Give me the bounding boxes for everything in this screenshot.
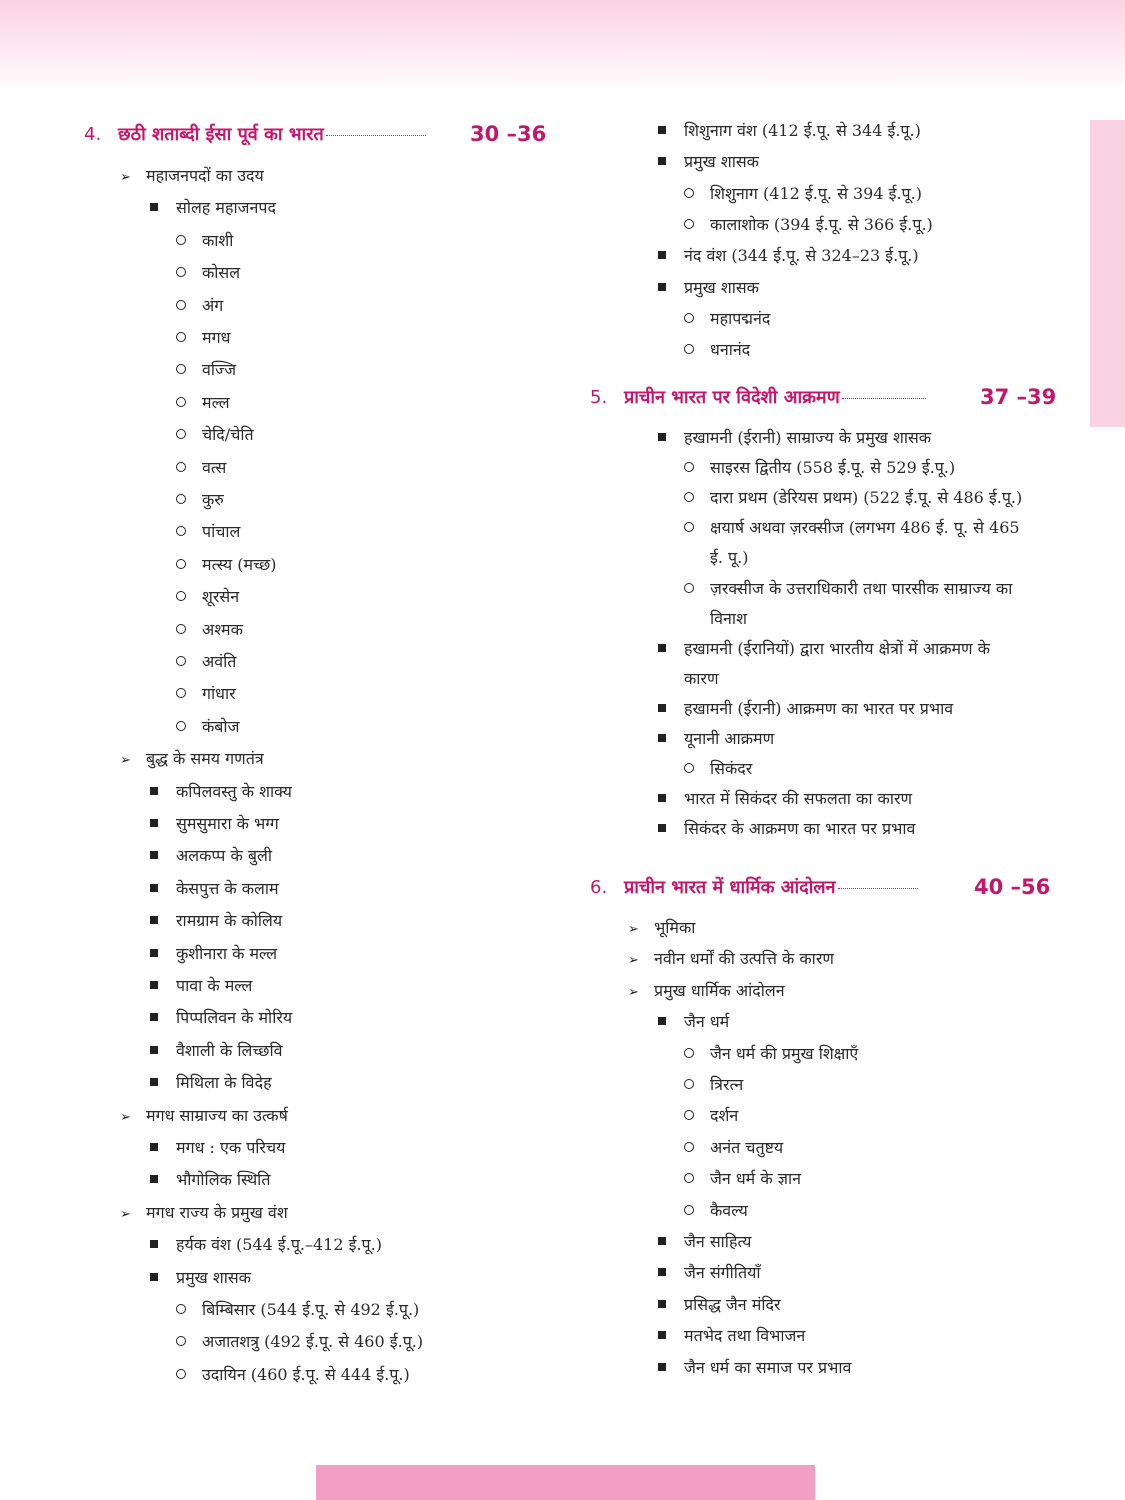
square-bullet-icon (658, 1357, 684, 1379)
toc-item (684, 214, 933, 236)
square-bullet-icon (658, 1262, 684, 1284)
toc-item-text: प्रमुख धार्मिक आंदोलन (654, 980, 785, 1000)
toc-item (684, 339, 750, 361)
toc-item-text: जैन धर्म के ज्ञान (710, 1169, 801, 1189)
chapter-heading (84, 122, 547, 148)
circle-bullet-icon (684, 339, 710, 361)
side-tab-marker (1090, 120, 1125, 427)
toc-item (176, 457, 226, 479)
circle-bullet-icon (684, 1043, 710, 1065)
toc-item-text: चेदि/चेति (202, 425, 254, 445)
square-bullet-icon (150, 1137, 176, 1159)
toc-item-text: कपिलवस्तु के शाक्य (176, 781, 292, 801)
circle-bullet-icon (176, 554, 202, 576)
toc-item (150, 1072, 272, 1094)
arrow-bullet-icon: ➢ (120, 1109, 131, 1125)
toc-item (150, 1169, 270, 1191)
toc-item (150, 1267, 251, 1289)
circle-bullet-icon (176, 295, 202, 317)
toc-item (150, 975, 252, 997)
square-bullet-icon (658, 277, 684, 299)
toc-item (658, 788, 912, 810)
toc-item (176, 683, 236, 705)
circle-bullet-icon (684, 487, 710, 509)
toc-item-text: अजातशत्रु (492 ई.पू. से 460 ई.पू.) (202, 1332, 424, 1352)
toc-item-text: प्रमुख शासक (684, 152, 759, 172)
toc-item-text: ज़रक्सीज के उत्तराधिकारी तथा पारसीक साम्राज्य का (710, 578, 1013, 598)
square-bullet-icon (150, 781, 176, 803)
toc-item (684, 308, 770, 330)
chapter-title: प्राचीन भारत में धार्मिक आंदोलन (624, 877, 836, 898)
header-band (0, 0, 1125, 92)
square-bullet-icon (150, 1169, 176, 1191)
toc-item-text: कालाशोक (394 ई.पू. से 366 ई.पू.) (710, 214, 933, 234)
toc-item-text: हखामनी (ईरानी) साम्राज्य के प्रमुख शासक (684, 428, 932, 447)
circle-bullet-icon (176, 327, 202, 349)
toc-item (658, 1011, 729, 1033)
toc-item (176, 262, 240, 284)
toc-item-text: उदायिन (460 ई.पू. से 444 ई.पू.) (202, 1364, 410, 1384)
toc-item (684, 1168, 801, 1190)
toc-item-text: मत्स्य (मच्छ) (202, 554, 277, 574)
toc-item (176, 521, 240, 543)
toc-item (176, 489, 224, 511)
toc-item (150, 845, 272, 867)
toc-item (658, 120, 921, 142)
toc-item (176, 1299, 419, 1321)
toc-item (658, 728, 774, 750)
arrow-bullet-icon: ➢ (120, 753, 131, 769)
toc-item-text: अनंत चतुष्टय (710, 1137, 784, 1157)
toc-item-text: पिप्पलिवन के मोरिय (176, 1008, 293, 1028)
circle-bullet-icon (176, 586, 202, 608)
toc-item-text: कुशीनारा के मल्ल (176, 943, 278, 963)
toc-item-text: सोलह महाजनपद (176, 198, 276, 218)
toc-item-text: कैवल्य (710, 1200, 748, 1220)
toc-item-text: अश्मक (202, 619, 243, 639)
toc-item (710, 608, 747, 630)
toc-item-text: भारत में सिकंदर की सफलता का कारण (684, 789, 913, 809)
toc-item-text: अलकप्प के बुली (176, 846, 272, 866)
toc-item-text: साइरस द्वितीय (558 ई.पू. से 529 ई.पू.) (710, 458, 956, 478)
toc-item (150, 781, 292, 803)
toc-item-text: यूनानी आक्रमण (684, 729, 775, 748)
toc-item (120, 1202, 288, 1226)
toc-item-text: मिथिला के विदेह (176, 1073, 272, 1093)
leader-dots (838, 888, 918, 889)
square-bullet-icon (150, 975, 176, 997)
square-bullet-icon (150, 813, 176, 835)
toc-item-text: जैन धर्म (684, 1012, 730, 1032)
toc-item-text: अंग (202, 295, 224, 315)
square-bullet-icon (150, 1072, 176, 1094)
toc-item-text: हखामनी (ईरानियों) द्वारा भारतीय क्षेत्रों में आक्रमण के (684, 638, 990, 658)
leader-dots (842, 398, 926, 399)
toc-item (658, 1262, 761, 1284)
circle-bullet-icon (176, 489, 202, 511)
toc-item (658, 277, 759, 299)
circle-bullet-icon (176, 651, 202, 673)
circle-bullet-icon (176, 683, 202, 705)
circle-bullet-icon (176, 1364, 202, 1386)
toc-item (120, 165, 264, 189)
circle-bullet-icon (176, 262, 202, 284)
toc-item (176, 1364, 410, 1386)
chapter-number: 5. (590, 387, 608, 408)
toc-item (684, 1074, 743, 1096)
arrow-bullet-icon: ➢ (120, 1206, 131, 1222)
arrow-bullet-icon: ➢ (120, 170, 131, 185)
circle-bullet-icon (684, 578, 710, 600)
toc-item-text: जैन साहित्य (684, 1232, 752, 1251)
toc-item-text: प्रमुख शासक (176, 1267, 251, 1287)
square-bullet-icon (658, 638, 684, 660)
toc-item (150, 1137, 285, 1159)
circle-bullet-icon (684, 517, 710, 539)
toc-item-text: सिकंदर के आक्रमण का भारत पर प्रभाव (684, 819, 916, 839)
toc-item-text: शिशुनाग (412 ई.पू. से 394 ई.पू.) (710, 183, 922, 203)
circle-bullet-icon (684, 457, 710, 479)
toc-item (658, 245, 919, 267)
chapter-heading (590, 875, 1051, 901)
toc-item-text: मतभेद तथा विभाजन (684, 1326, 806, 1346)
leader-dots (326, 135, 426, 136)
toc-item-text: नवीन धर्मों की उत्पत्ति के कारण (654, 949, 834, 969)
square-bullet-icon (658, 1231, 684, 1253)
toc-item (150, 813, 279, 835)
toc-item-text: केसपुत्त के कलाम (176, 878, 279, 898)
toc-item-text: वत्स (202, 457, 227, 477)
toc-item-text: मल्ल (202, 392, 230, 412)
toc-item-text: भौगोलिक स्थिति (176, 1170, 271, 1190)
chapter-number: 4. (84, 124, 102, 145)
toc-item (176, 554, 276, 576)
toc-item (150, 197, 276, 219)
toc-item (684, 517, 1020, 539)
toc-item-text: रामग्राम के कोलिय (176, 911, 283, 931)
circle-bullet-icon (684, 308, 710, 330)
circle-bullet-icon (684, 758, 710, 780)
toc-item (684, 578, 1012, 600)
circle-bullet-icon (176, 716, 202, 738)
square-bullet-icon (150, 910, 176, 932)
toc-item (658, 1294, 781, 1316)
toc-item-text: प्रसिद्ध जैन मंदिर (684, 1294, 781, 1314)
toc-item-text: हर्यक वंश (544 ई.पू.–412 ई.पू.) (176, 1235, 382, 1255)
toc-item (176, 651, 236, 673)
square-bullet-icon (150, 1007, 176, 1029)
square-bullet-icon (150, 1234, 176, 1256)
toc-item (150, 1040, 283, 1062)
square-bullet-icon (658, 1294, 684, 1316)
toc-item (120, 1105, 288, 1129)
square-bullet-icon (658, 818, 684, 840)
toc-item (628, 948, 834, 972)
toc-item-text: वज्जि (202, 360, 237, 380)
square-bullet-icon (150, 943, 176, 965)
toc-item-text: हखामनी (ईरानी) आक्रमण का भारत पर प्रभाव (684, 698, 954, 718)
square-bullet-icon (658, 698, 684, 720)
toc-item (684, 668, 719, 690)
circle-bullet-icon (176, 359, 202, 381)
chapter-heading (590, 385, 1057, 411)
toc-item (176, 424, 254, 446)
square-bullet-icon (658, 120, 684, 142)
toc-item (120, 748, 264, 772)
toc-item-text: कोसल (202, 263, 241, 283)
circle-bullet-icon (176, 230, 202, 252)
square-bullet-icon (658, 427, 684, 449)
square-bullet-icon (150, 197, 176, 219)
circle-bullet-icon (176, 392, 202, 414)
arrow-bullet-icon: ➢ (628, 922, 639, 937)
toc-item (628, 917, 695, 941)
toc-item-text: विनाश (710, 608, 747, 628)
toc-item-text: धनानंद (710, 340, 751, 360)
toc-item (176, 619, 243, 641)
toc-item (658, 427, 931, 449)
toc-item (684, 1200, 748, 1222)
toc-item (684, 1105, 738, 1127)
circle-bullet-icon (684, 1137, 710, 1159)
circle-bullet-icon (176, 1299, 202, 1321)
toc-item (176, 327, 230, 349)
square-bullet-icon (150, 878, 176, 900)
toc-item-text: जैन धर्म का समाज पर प्रभाव (684, 1357, 852, 1377)
toc-item (176, 1331, 423, 1353)
toc-item (684, 1137, 783, 1159)
toc-item (658, 151, 759, 173)
circle-bullet-icon (684, 183, 710, 205)
toc-item (658, 1357, 851, 1379)
chapter-title: प्राचीन भारत पर विदेशी आक्रमण (624, 387, 840, 408)
square-bullet-icon (150, 845, 176, 867)
toc-item-text: शिशुनाग वंश (412 ई.पू. से 344 ई.पू.) (684, 121, 921, 140)
toc-item-text: काशी (202, 230, 234, 250)
circle-bullet-icon (176, 1331, 202, 1353)
toc-item-text: कुरु (202, 490, 224, 509)
toc-item (176, 586, 239, 608)
toc-item-text: शूरसेन (202, 587, 240, 607)
toc-item (176, 392, 230, 414)
toc-item-text: दारा प्रथम (डेरियस प्रथम) (522 ई.पू. से 486 ई.पू.) (710, 488, 1023, 508)
toc-item (176, 295, 223, 317)
toc-item-text: मगध साम्राज्य का उत्कर्ष (146, 1105, 288, 1125)
toc-item-text: अवंति (202, 652, 237, 671)
toc-item (684, 758, 752, 780)
arrow-bullet-icon: ➢ (628, 953, 639, 969)
toc-item-text: महाजनपदों का उदय (146, 166, 264, 185)
toc-item-text: कंबोज (202, 716, 240, 736)
circle-bullet-icon (176, 424, 202, 446)
circle-bullet-icon (684, 214, 710, 236)
toc-item-text: मगध : एक परिचय (176, 1138, 286, 1157)
toc-item-text: पावा के मल्ल (176, 976, 253, 995)
toc-item (658, 698, 953, 720)
square-bullet-icon (658, 151, 684, 173)
toc-item (176, 230, 233, 252)
circle-bullet-icon (684, 1105, 710, 1127)
arrow-bullet-icon: ➢ (628, 984, 639, 1000)
circle-bullet-icon (684, 1168, 710, 1190)
toc-item (628, 980, 785, 1004)
footer-bar (316, 1465, 815, 1500)
chapter-pages: 30 –36 (470, 122, 547, 146)
toc-item-text: प्रमुख शासक (684, 277, 759, 297)
toc-item (658, 638, 990, 660)
toc-item (150, 878, 279, 900)
square-bullet-icon (150, 1040, 176, 1062)
circle-bullet-icon (684, 1074, 710, 1096)
circle-bullet-icon (684, 1200, 710, 1222)
toc-item (684, 1043, 858, 1065)
toc-item-text: दर्शन (710, 1106, 739, 1126)
chapter-title: छठी शताब्दी ईसा पूर्व का भारत (118, 124, 324, 145)
toc-item-text: कारण (684, 668, 719, 688)
chapter-pages: 37 –39 (980, 385, 1057, 409)
toc-item (684, 457, 955, 479)
square-bullet-icon (658, 728, 684, 750)
toc-item-text: जैन संगीतियाँ (684, 1263, 761, 1283)
toc-item-text: सुमसुमारा के भग्ग (176, 814, 279, 833)
toc-item (150, 1007, 292, 1029)
toc-item-text: महापद्मनंद (710, 308, 771, 328)
toc-item (150, 943, 277, 965)
toc-item (710, 547, 748, 569)
toc-item-text: सिकंदर (710, 759, 753, 779)
square-bullet-icon (658, 245, 684, 267)
square-bullet-icon (658, 1325, 684, 1347)
toc-item (150, 1234, 382, 1256)
toc-item-text: गांधार (202, 684, 236, 704)
toc-item-text: मगध राज्य के प्रमुख वंश (146, 1202, 288, 1222)
square-bullet-icon (658, 788, 684, 810)
square-bullet-icon (150, 1267, 176, 1289)
toc-item-text: ई. पू.) (710, 548, 749, 568)
toc-item-text: त्रिरत्न (710, 1075, 744, 1094)
toc-item-text: मगध (202, 328, 231, 347)
toc-item (658, 818, 915, 840)
toc-item-text: भूमिका (654, 918, 696, 937)
circle-bullet-icon (176, 457, 202, 479)
toc-item-text: नंद वंश (344 ई.पू. से 324–23 ई.पू.) (684, 246, 919, 266)
toc-item-text: वैशाली के लिच्छवि (176, 1040, 283, 1060)
toc-item (684, 487, 1022, 509)
chapter-pages: 40 –56 (974, 875, 1051, 899)
toc-item-text: जैन धर्म की प्रमुख शिक्षाएँ (710, 1043, 859, 1063)
square-bullet-icon (658, 1011, 684, 1033)
chapter-number: 6. (590, 877, 608, 898)
toc-item (176, 716, 239, 738)
toc-item (684, 183, 922, 205)
toc-item (658, 1231, 751, 1253)
toc-item (176, 359, 236, 381)
toc-item-text: पांचाल (202, 522, 241, 542)
toc-item-text: क्षयार्ष अथवा ज़रक्सीज (लगभग 486 ई. पू. से 465 (710, 518, 1020, 538)
toc-item-text: बुद्ध के समय गणतंत्र (146, 749, 264, 769)
circle-bullet-icon (176, 521, 202, 543)
toc-item-text: बिम्बिसार (544 ई.पू. से 492 ई.पू.) (202, 1300, 420, 1319)
toc-item (658, 1325, 805, 1347)
circle-bullet-icon (176, 619, 202, 641)
toc-item (150, 910, 282, 932)
